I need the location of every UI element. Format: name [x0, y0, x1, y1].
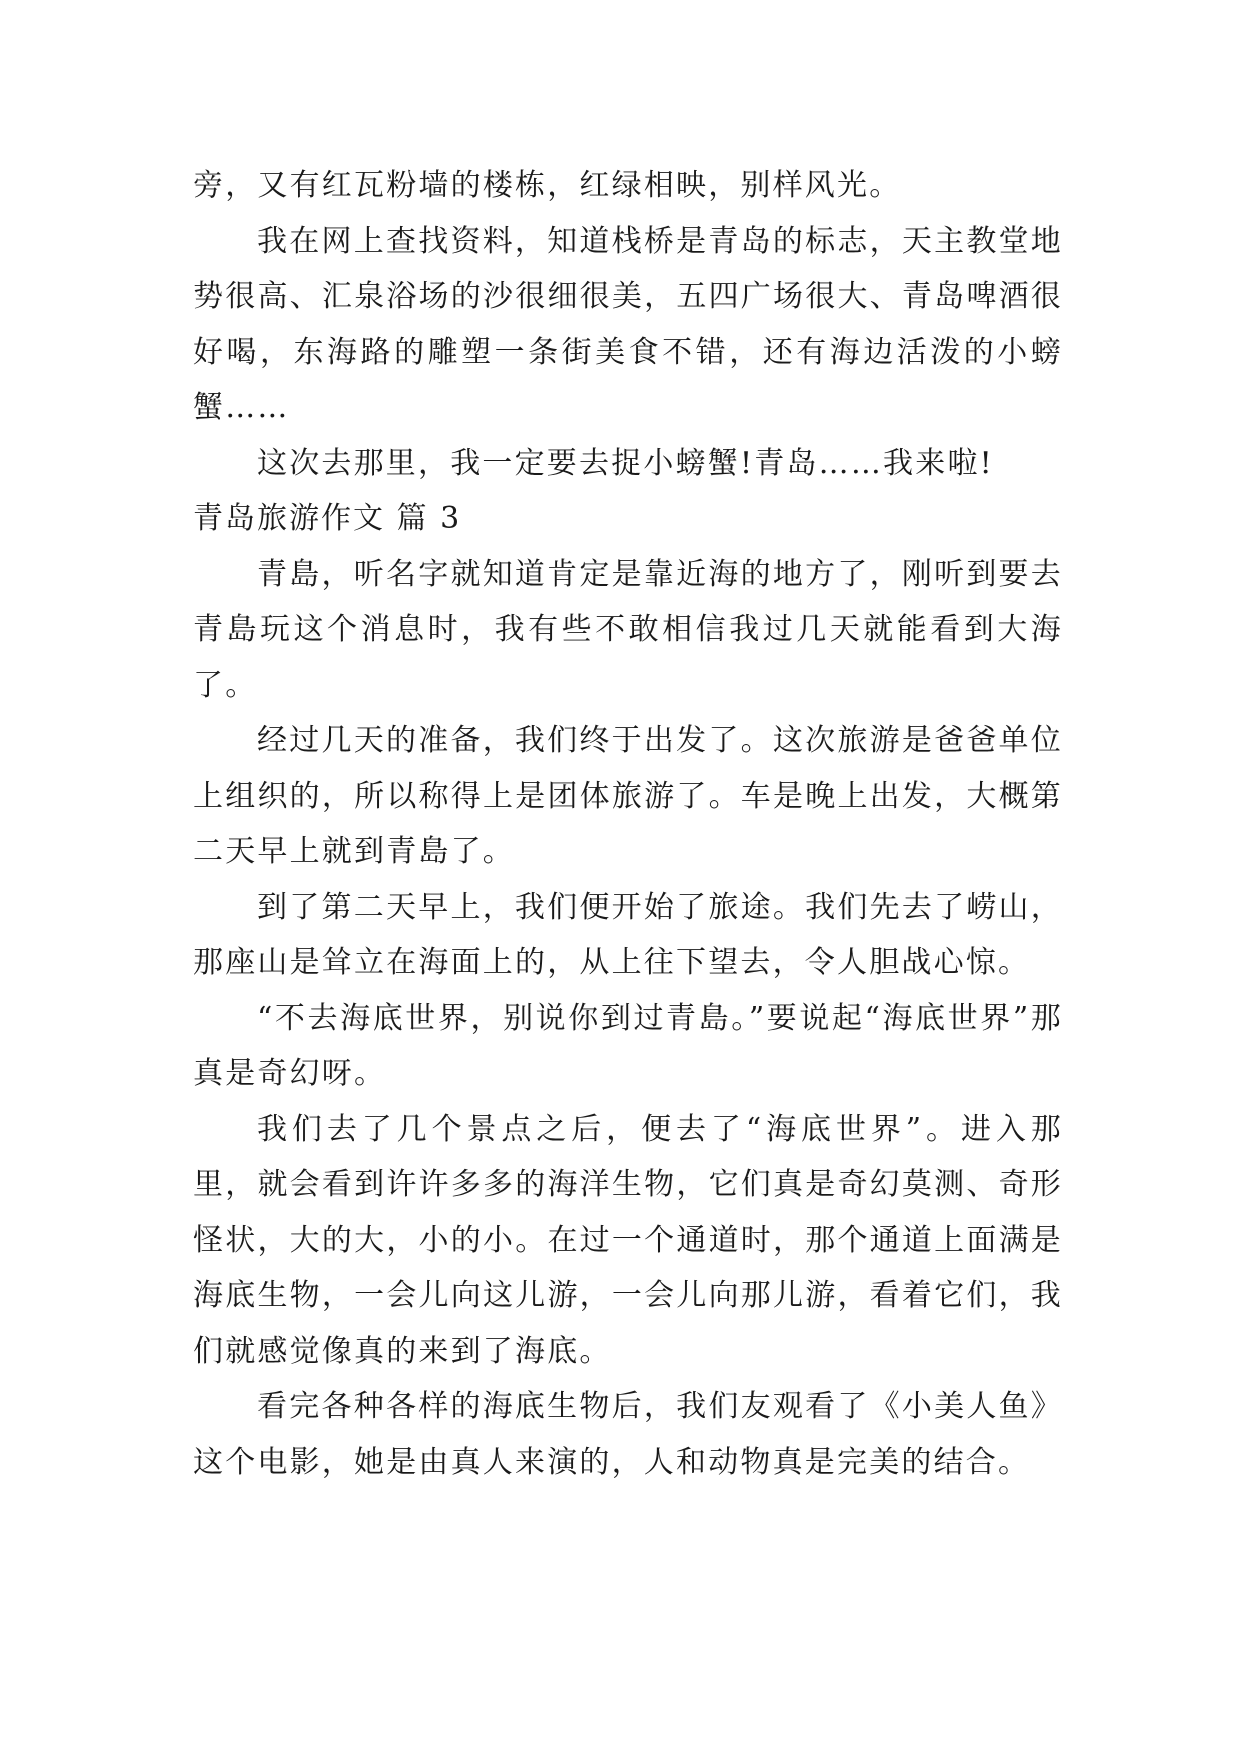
paragraph: 经过几天的准备，我们终于出发了。这次旅游是爸爸单位上组织的，所以称得上是团体旅游了。车是晚上出发，大概第二天早上就到青島了。: [193, 723, 1063, 869]
section-heading: 青岛旅游作文 篇 3: [193, 501, 462, 536]
paragraph: 看完各种各样的海底生物后，我们友观看了《小美人鱼》这个电影，她是由真人来演的，人和动物真是完美的结合。: [193, 1389, 1063, 1480]
paragraph: 这次去那里，我一定要去捉小螃蟹!青岛……我来啦!: [257, 445, 994, 481]
paragraph-continuation: 旁，又有红瓦粉墙的楼栋，红绿相映，别样风光。: [193, 168, 902, 203]
article-body: [193, 158, 1063, 1490]
paragraph: 到了第二天早上，我们便开始了旅途。我们先去了崂山，那座山是耸立在海面上的，从上往下望去，令人胆战心惊。: [193, 889, 1063, 980]
paragraph: 青島，听名字就知道肯定是靠近海的地方了，刚听到要去青島玩这个消息时，我有些不敢相信我过几天就能看到大海了。: [193, 556, 1063, 703]
paragraph: 我在网上查找资料，知道栈桥是青岛的标志，天主教堂地势很高、汇泉浴场的沙很细很美，五四广场很大、青岛啤酒很好喝，东海路的雕塑一条街美食不错，还有海边活泼的小螃蟹……: [193, 223, 1063, 425]
paragraph: 我们去了几个景点之后，便去了“海底世界”。进入那里，就会看到许许多多的海洋生物，它们真是奇幻莫测、奇形怪状，大的大，小的小。在过一个通道时，那个通道上面满是海底生物，一会儿向这儿游，一会儿向那儿游，看着它们，我们就感觉像真的来到了海底。: [193, 1111, 1063, 1369]
paragraph: “不去海底世界，别说你到过青島。”要说起“海底世界”那真是奇幻呀。: [193, 1000, 1063, 1091]
